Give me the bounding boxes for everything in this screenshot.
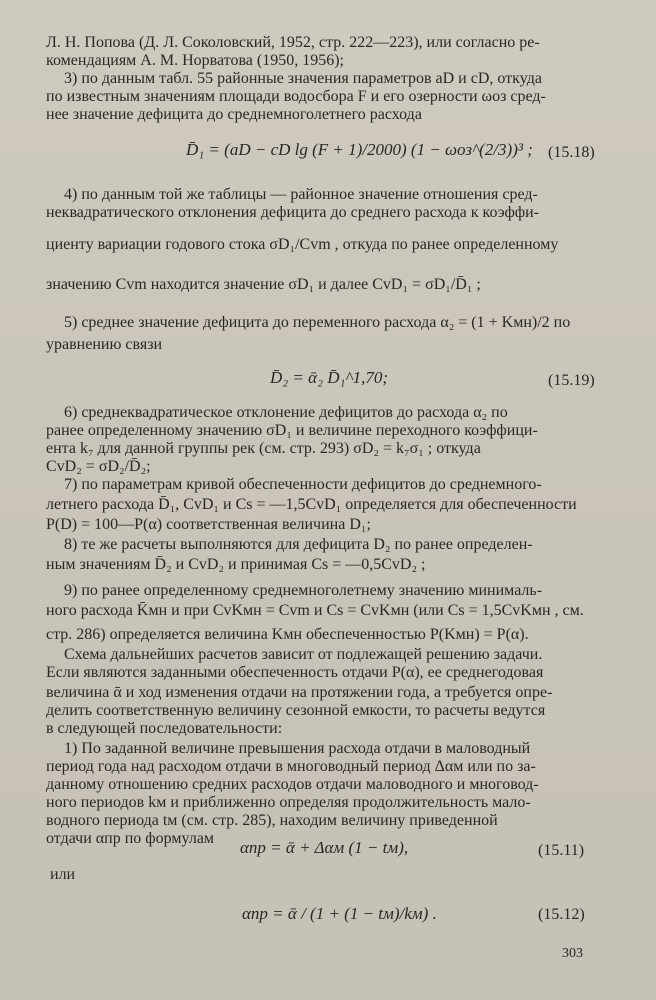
text-line: Если являются заданными обеспеченность отдачи P(α), ее среднегодовая bbox=[46, 664, 544, 681]
text-line: 7) по параметрам кривой обеспеченности дефицитов до среднемного- bbox=[64, 476, 542, 493]
text-line: CvD₂ = σD₂/D̄₂; bbox=[46, 458, 151, 475]
text-line: стр. 286) определяется величина Kмн обеспеченностью P(Kмн) = P(α). bbox=[46, 626, 529, 643]
equation: αпр = ᾱ + Δαм (1 − tм), bbox=[240, 838, 409, 857]
text-line: ного периодов kм и приближенно определяя продолжительность мало- bbox=[46, 794, 531, 811]
text-line: величина ᾱ и ход изменения отдачи на протяжении года, а требуется опре- bbox=[46, 684, 553, 701]
text-line: ента k₇ для данной группы рек (см. стр. 293) σD₂ = k₇σ₁ ; откуда bbox=[46, 440, 481, 457]
text-line: ранее определенному значению σD₁ и величине переходного коэффици- bbox=[46, 422, 538, 439]
text-line: нее значение дефицита до среднемноголетнего расхода bbox=[46, 106, 422, 123]
text-line: неквадратического отклонения дефицита до среднего расхода к коэффи- bbox=[46, 204, 540, 221]
text-line: в следующей последовательности: bbox=[46, 720, 283, 737]
text-line: 3) по данным табл. 55 районные значения параметров aD и cD, откуда bbox=[64, 70, 542, 87]
text-line: значению Cvm находится значение σD₁ и далее CvD₁ = σD₁/D̄₁ ; bbox=[46, 276, 481, 293]
equation: αпр = ᾱ / (1 + (1 − tм)/kм) . bbox=[242, 904, 437, 923]
text-line: 4) по данным той же таблицы — районное значение отношения сред- bbox=[64, 186, 538, 203]
text-line: 1) По заданной величине превышения расхода отдачи в маловодный bbox=[64, 740, 531, 757]
text-line: 9) по ранее определенному среднемноголетнему значению минималь- bbox=[64, 582, 543, 599]
text-line: 8) те же расчеты выполняются для дефицита D₂ по ранее определен- bbox=[64, 536, 533, 553]
text-line: комендациям А. М. Норватова (1950, 1956); bbox=[46, 52, 344, 69]
text-line: ным значениям D̄₂ и CvD₂ и принимая Cs = —0,5CvD₂ ; bbox=[46, 556, 426, 573]
equation-number: (15.12) bbox=[538, 906, 585, 923]
equation: D̄₁ = (aD − cD lg (F + 1)/2000) (1 − ωоз^(2/3))³ ; bbox=[186, 140, 533, 159]
page-number: 303 bbox=[562, 946, 583, 961]
text-line: или bbox=[50, 866, 76, 883]
equation-number: (15.19) bbox=[548, 372, 595, 389]
equation-number: (15.18) bbox=[548, 144, 595, 161]
text-line: период года над расходом отдачи в многоводный период Δαм или по за- bbox=[46, 758, 536, 775]
text-line: водного периода tм (см. стр. 285), находим величину приведенной bbox=[46, 812, 498, 829]
text-line: ного расхода K̄мн и при CvKмн = Cvm и Cs = CvKмн (или Cs = 1,5CvKмн , см. bbox=[46, 602, 584, 619]
text-line: циенту вариации годового стока σD₁/Cvm , откуда по ранее определенному bbox=[46, 236, 559, 253]
text-line: данному отношению средних расходов отдачи маловодного и многовод- bbox=[46, 776, 539, 793]
text-line: 6) среднеквадратическое отклонение дефицитов до расхода α₂ по bbox=[64, 404, 508, 421]
text-line: делить соответственную величину сезонной емкости, то расчеты ведутся bbox=[46, 702, 546, 719]
equation: D̄₂ = ᾱ₂ D̄₁^1,70; bbox=[270, 368, 389, 387]
text-line: P(D) = 100—P(α) соответственная величина D₁; bbox=[46, 516, 371, 533]
text-line: по известным значениям площади водосбора F и его озерности ωоз сред- bbox=[46, 88, 546, 105]
text-line: Л. Н. Попова (Д. Л. Соколовский, 1952, стр. 222—223), или согласно ре- bbox=[46, 34, 540, 51]
text-line: уравнению связи bbox=[46, 336, 163, 353]
text-line: Схема дальнейших расчетов зависит от подлежащей решению задачи. bbox=[64, 646, 543, 663]
equation-number: (15.11) bbox=[538, 842, 585, 859]
text-line: отдачи αпр по формулам bbox=[46, 830, 215, 847]
text-line: летнего расхода D̄₁, CvD₁ и Cs = —1,5CvD₁ определяется для обеспеченности bbox=[46, 496, 577, 513]
text-line: 5) среднее значение дефицита до переменного расхода α₂ = (1 + Kмн)/2 по bbox=[64, 314, 571, 331]
